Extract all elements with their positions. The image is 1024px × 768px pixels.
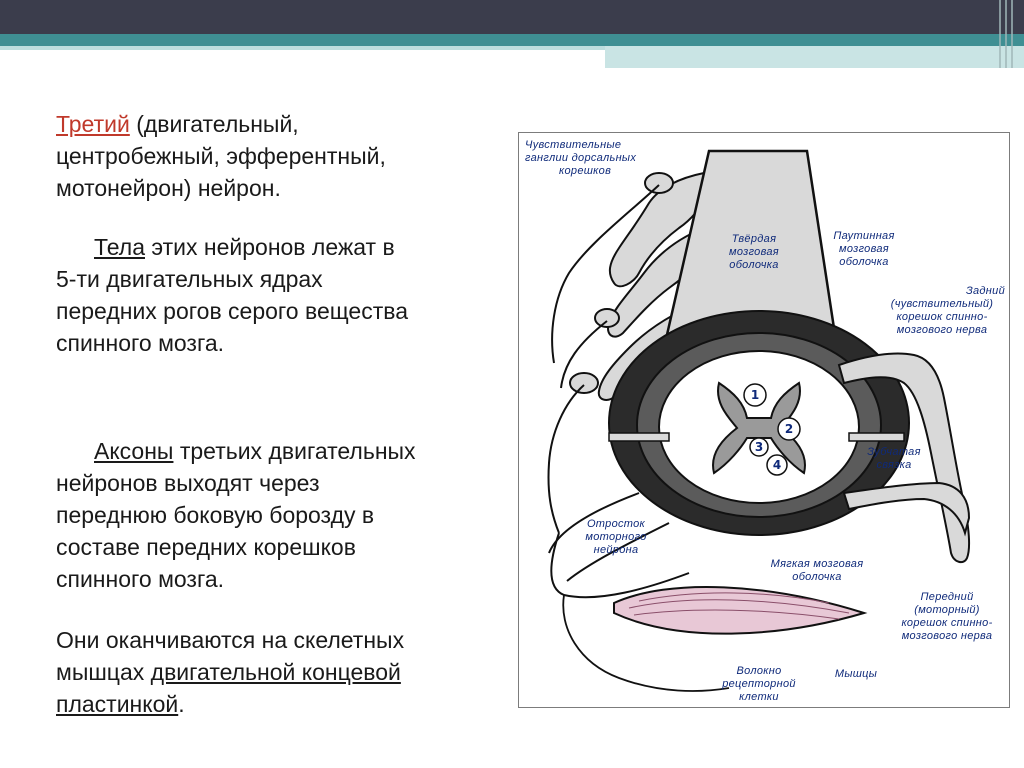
label-anterior-root: Передний (моторный) корешок спинно- мозгового нерва — [901, 591, 993, 642]
label-ganglia: Чувствительные ганглии дорсальных корешков — [525, 139, 637, 177]
label-pia: Мягкая мозговая оболочка — [770, 558, 864, 583]
label-dura: Твёрдая мозговая оболочка — [729, 233, 779, 271]
text-line: мотонейрон) нейрон. — [56, 175, 281, 201]
text-line: центробежный, эфферентный, — [56, 143, 386, 169]
text-line: составе передних корешков — [56, 534, 356, 560]
text-line: (двигательный, — [129, 111, 299, 137]
paragraph-axons — [56, 435, 506, 595]
label-arachnoid: Паутинная мозговая оболочка — [833, 230, 895, 268]
text-line: этих нейронов лежат в — [145, 234, 395, 260]
paragraph-endings — [56, 624, 506, 720]
label-receptor-fiber: Волокно рецепторной клетки — [722, 665, 796, 703]
text-line: спинного мозга. — [56, 566, 225, 592]
nucleus-label-3: 3 — [754, 440, 764, 454]
header-dark-band — [0, 0, 1024, 34]
spinal-cord-figure — [518, 132, 1010, 708]
term-plate: пластинкой — [56, 691, 179, 717]
nucleus-label-1: 1 — [750, 388, 760, 402]
term-bodies: Тела — [94, 234, 145, 260]
nucleus-label-2: 2 — [784, 422, 794, 436]
paragraph-bodies — [56, 231, 506, 359]
label-motor-process: Отросток моторного нейрона — [585, 518, 647, 556]
header-teal-band — [0, 34, 1024, 46]
text-line: переднюю боковую борозду в — [56, 502, 375, 528]
header-light-band — [605, 46, 1024, 68]
text-line: нейронов выходят через — [56, 470, 320, 496]
text-line: передних рогов серого вещества — [56, 298, 408, 324]
term-end-plate: двигательной концевой — [150, 659, 401, 685]
term-third: Третий — [56, 111, 130, 137]
nucleus-label-4: 4 — [772, 458, 782, 472]
text-line: мышцах — [56, 659, 151, 685]
dentate-right — [849, 433, 904, 441]
text-line: спинного мозга. — [56, 330, 225, 356]
text-line: 5-ти двигательных ядрах — [56, 266, 323, 292]
corner-decoration — [994, 0, 1024, 70]
text-line: третьих двигательных — [173, 438, 416, 464]
header-light-strip — [0, 46, 605, 50]
paragraph-third-neuron — [56, 108, 506, 204]
dentate-left — [609, 433, 669, 441]
text-line: . — [178, 691, 185, 717]
text-line: Они оканчиваются на скелетных — [56, 627, 405, 653]
label-muscle: Мышцы — [834, 668, 878, 680]
term-axons: Аксоны — [94, 438, 174, 464]
label-posterior-root: Задний (чувствительный) корешок спинно- мозгового нерва — [890, 285, 1005, 336]
label-dentate: Зубчатая связка — [867, 446, 921, 471]
